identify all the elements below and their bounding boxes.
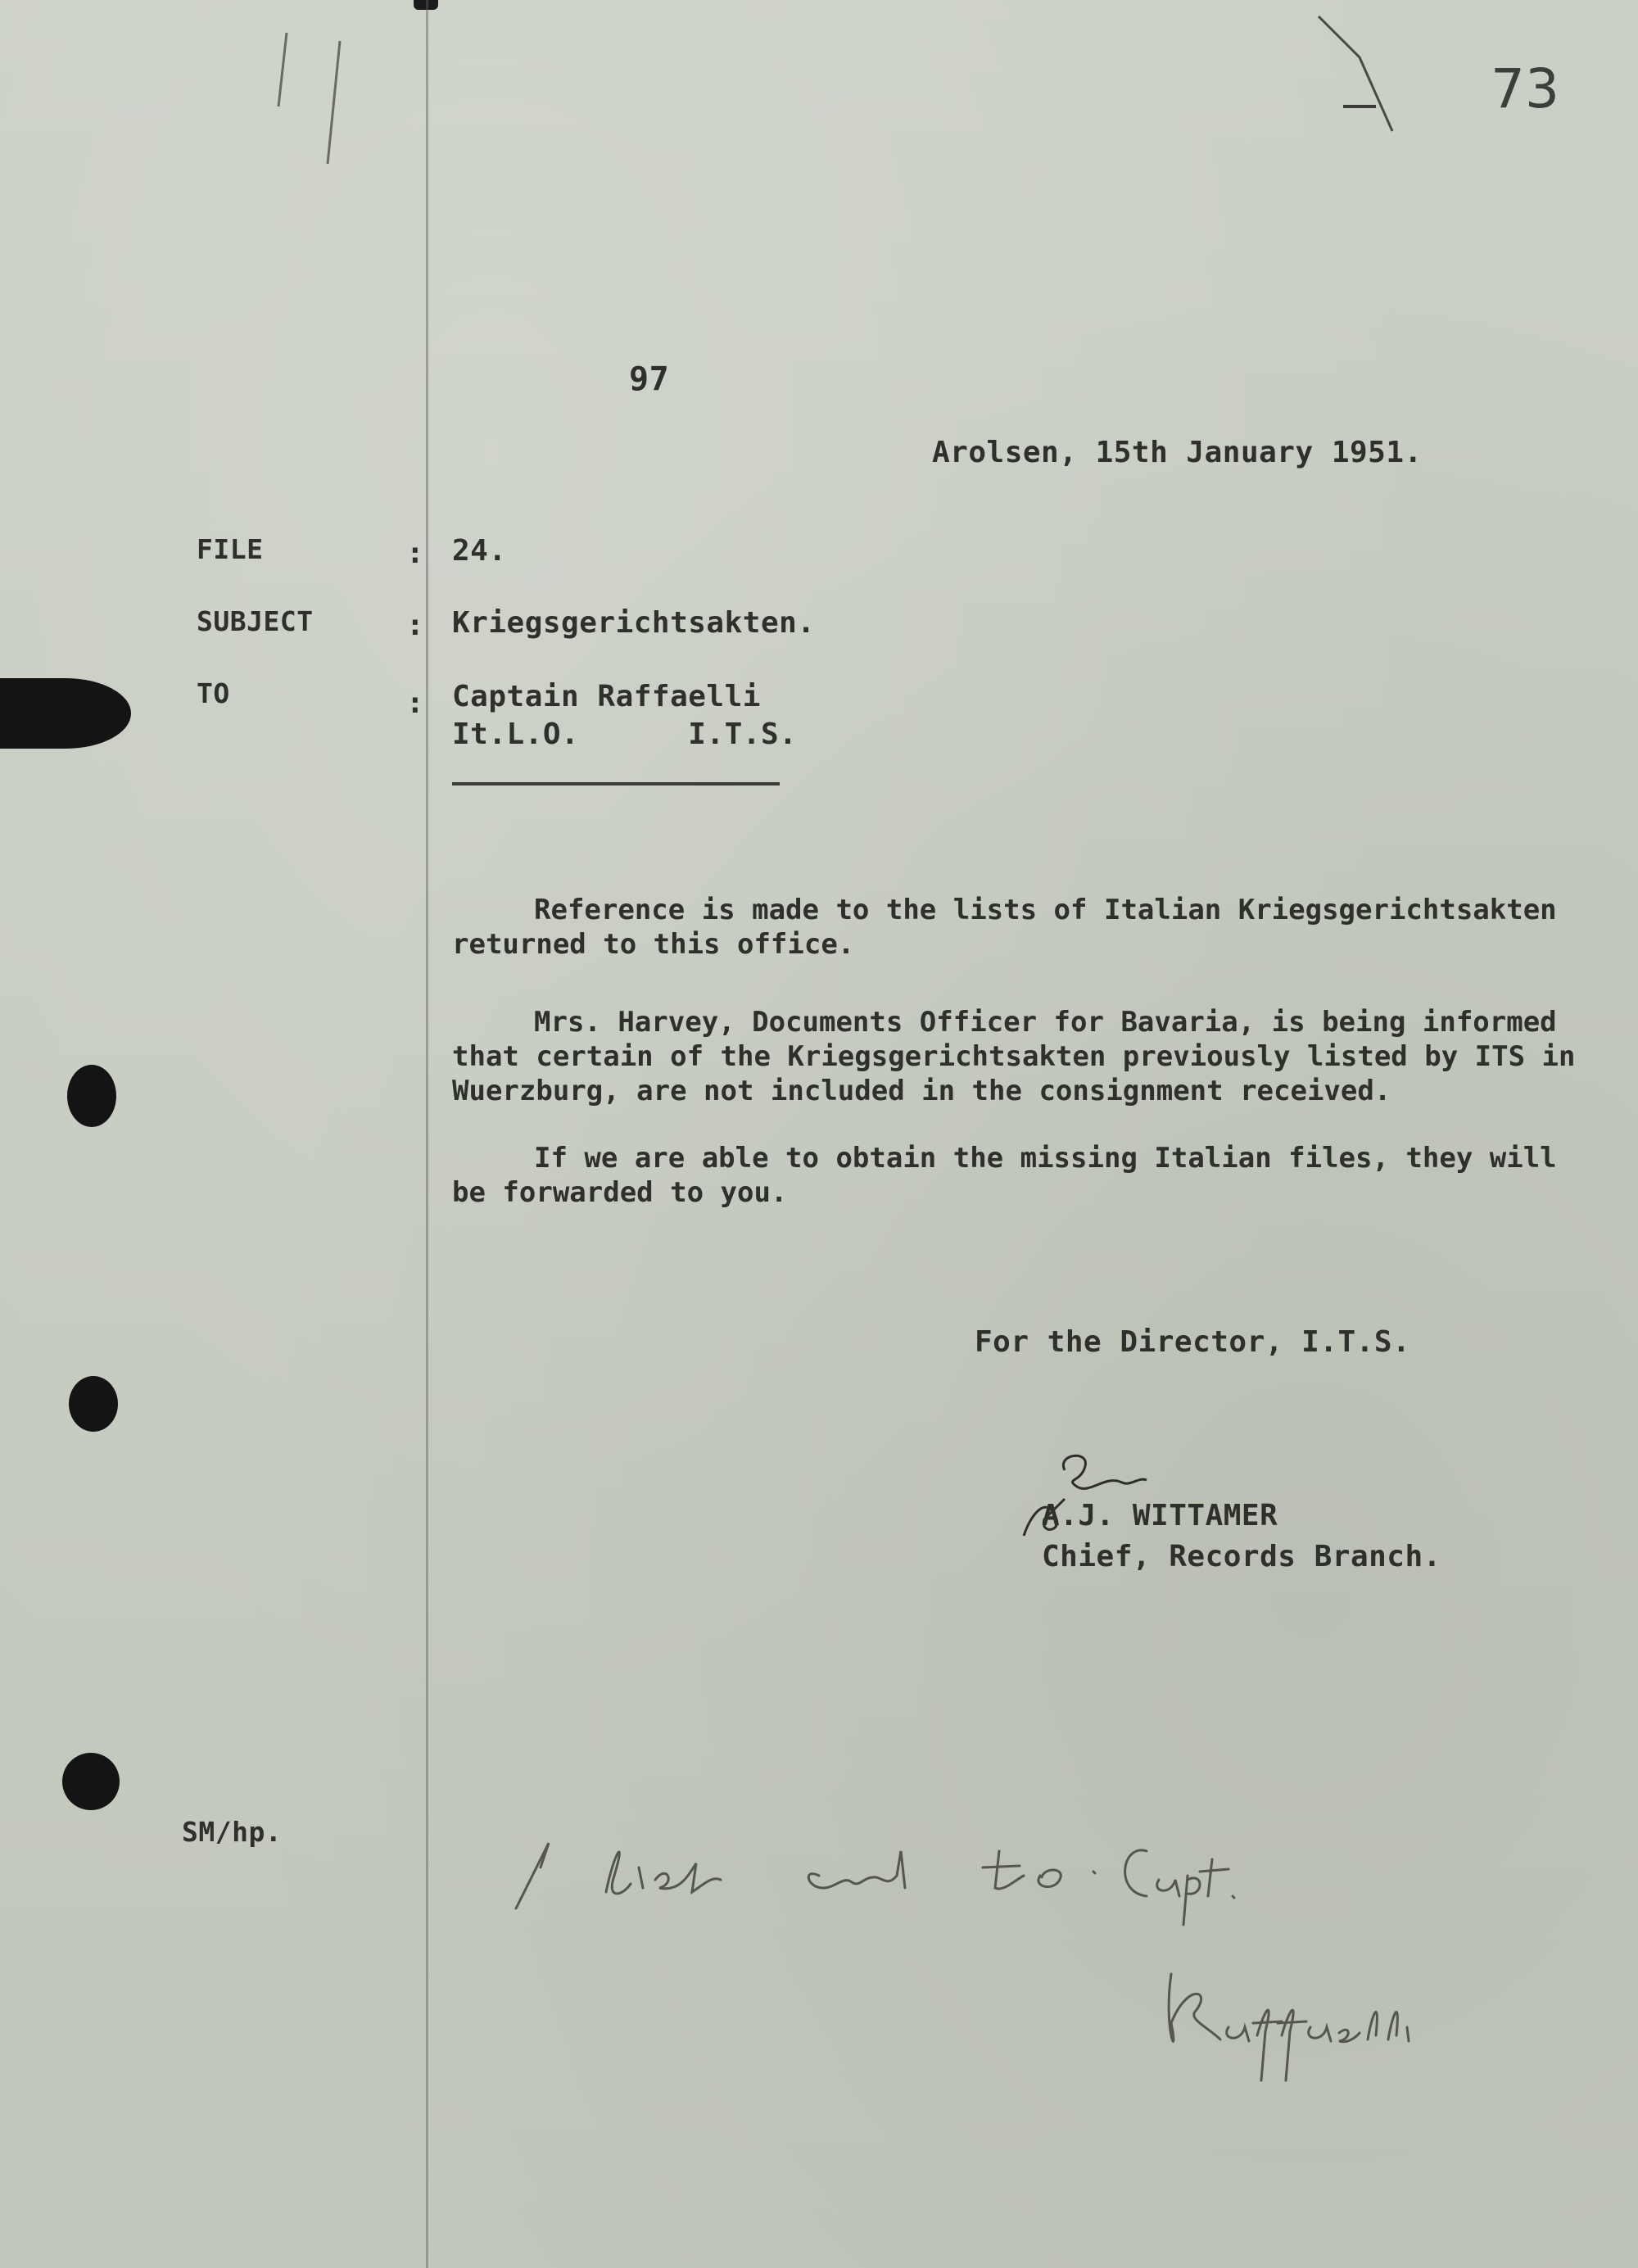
fold-line xyxy=(426,0,428,2268)
file-colon: : xyxy=(406,536,425,570)
paragraph-1-text: Reference is made to the lists of Italian Kriegsgerichtsakten returned to this office. xyxy=(452,894,1557,961)
to-unit: It.L.O. I.T.S. xyxy=(452,718,798,751)
paragraph-3-text: If we are able to obtain the missing Italian files, they will be forwarded to you. xyxy=(452,1142,1557,1209)
subject-value: Kriegsgerichtsakten. xyxy=(452,606,816,640)
place-date: Arolsen, 15th January 1951. xyxy=(932,436,1423,469)
signoff: For the Director, I.T.S. xyxy=(975,1325,1411,1359)
paragraph-3 xyxy=(452,1141,1582,1210)
signer-name: A.J. WITTAMER xyxy=(1042,1499,1278,1532)
punch-hole xyxy=(0,678,131,749)
punch-hole xyxy=(62,1753,120,1810)
pencil-tick-mark xyxy=(1302,8,1417,139)
pencil-strokes xyxy=(262,16,360,180)
to-recipient: Captain Raffaelli xyxy=(452,680,761,713)
page-number: 73 xyxy=(1491,57,1559,120)
reference-initials: SM/hp. xyxy=(182,1816,283,1848)
to-label: TO xyxy=(197,677,230,709)
file-value: 24. xyxy=(452,534,507,568)
header-rule xyxy=(452,782,780,785)
to-colon: : xyxy=(406,686,425,720)
file-label: FILE xyxy=(197,533,264,565)
subject-label: SUBJECT xyxy=(197,605,314,637)
paragraph-1 xyxy=(452,893,1582,962)
subject-colon: : xyxy=(406,609,425,642)
paragraph-2-text: Mrs. Harvey, Documents Officer for Bavaria, is being informed that certain of the Kriegsgerichtsakten previously listed by ITS in Wuerzburg, are not included in the consignment received. xyxy=(452,1006,1576,1107)
punch-hole xyxy=(69,1376,118,1432)
folio-number: 97 xyxy=(629,360,670,398)
handwritten-note xyxy=(491,1818,1491,2097)
punch-hole xyxy=(67,1065,116,1127)
signer-title: Chief, Records Branch. xyxy=(1042,1540,1441,1573)
paragraph-2 xyxy=(452,1005,1582,1108)
